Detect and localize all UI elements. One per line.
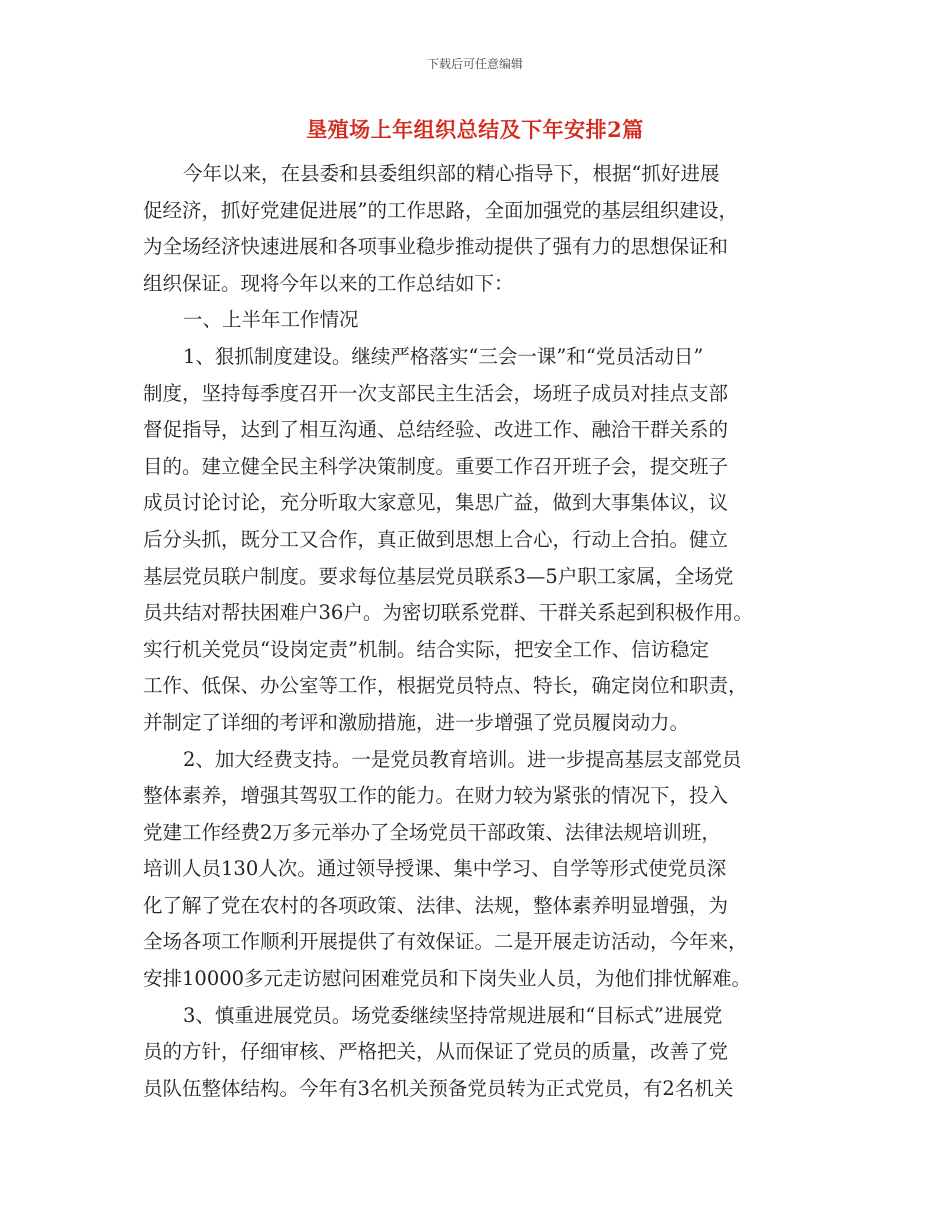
- body-text-line: 员的方针，仔细审核、严格把关，从而保证了党员的质量，改善了党: [143, 1040, 729, 1064]
- body-text-line: 为全场经济快速进展和各项事业稳步推动提供了强有力的思想保证和: [143, 235, 729, 259]
- body-text-line: 基层党员联户制度。要求每位基层党员联系3—5户职工家属，全场党: [143, 564, 734, 588]
- body-text-line: 今年以来，在县委和县委组织部的精心指导下，根据“抓好进展: [183, 162, 720, 185]
- body-text-line: 安排10000多元走访慰问困难党员和下岗失业人员，为他们排忧解难。: [143, 967, 752, 991]
- body-text-line: 员队伍整体结构。今年有3名机关预备党员转为正式党员，有2名机关: [143, 1076, 734, 1100]
- body-text-line: 组织保证。现将今年以来的工作总结如下：: [143, 271, 514, 295]
- document-body: [143, 156, 813, 1107]
- body-text-line: 化了解了党在农村的各项政策、法律、法规，整体素养明显增强，为: [143, 893, 729, 917]
- body-text-line: 3、慎重进展党员。场党委继续坚持常规进展和“目标式”进展党: [183, 1003, 723, 1027]
- body-text-line: 目的。建立健全民主科学决策制度。重要工作召开班子会，提交班子: [143, 454, 729, 478]
- body-text-line: 制度，坚持每季度召开一次支部民主生活会，场班子成员对挂点支部: [143, 381, 729, 405]
- body-text-line: 一、上半年工作情况: [183, 308, 359, 332]
- body-text-line: 督促指导，达到了相互沟通、总结经验、改进工作、融洽干群关系的: [143, 418, 729, 442]
- body-text-line: 工作、低保、办公室等工作，根据党员特点、特长，确定岗位和职责，: [143, 674, 748, 698]
- header-note: 下载后可任意编辑: [426, 57, 523, 71]
- body-text-line: 并制定了详细的考评和激励措施，进一步增强了党员履岗动力。: [143, 710, 690, 734]
- document-title: 垦殖场上年组织总结及下年安排2篇: [306, 117, 644, 142]
- body-text-line: 成员讨论讨论，充分听取大家意见，集思广益，做到大事集体议，议: [143, 491, 729, 515]
- body-text-line: 党建工作经费2万多元举办了全场党员干部政策、法律法规培训班，: [143, 820, 721, 844]
- body-text-line: 1、狠抓制度建设。继续严格落实“三会一课”和“党员活动日”: [183, 344, 704, 368]
- body-text-line: 整体素养，增强其驾驭工作的能力。在财力较为紧张的情况下，投入: [143, 784, 729, 808]
- body-text-line: 全场各项工作顺利开展提供了有效保证。二是开展走访活动，今年来，: [143, 930, 748, 954]
- body-text-line: 员共结对帮扶困难户36户。为密切联系党群、干群关系起到积极作用。: [143, 601, 753, 625]
- body-text-line: 2、加大经费支持。一是党员教育培训。进一步提高基层支部党员: [183, 747, 742, 771]
- body-text-line: 促经济，抓好党建促进展”的工作思路，全面加强党的基层组织建设，: [143, 198, 738, 222]
- body-text-line: 培训人员130人次。通过领导授课、集中学习、自学等形式使党员深: [143, 857, 727, 881]
- body-text-line: 实行机关党员“设岗定责”机制。结合实际，把安全工作、信访稳定: [143, 637, 709, 661]
- body-text-line: 后分头抓，既分工又合作，真正做到思想上合心，行动上合拍。健立: [143, 527, 729, 551]
